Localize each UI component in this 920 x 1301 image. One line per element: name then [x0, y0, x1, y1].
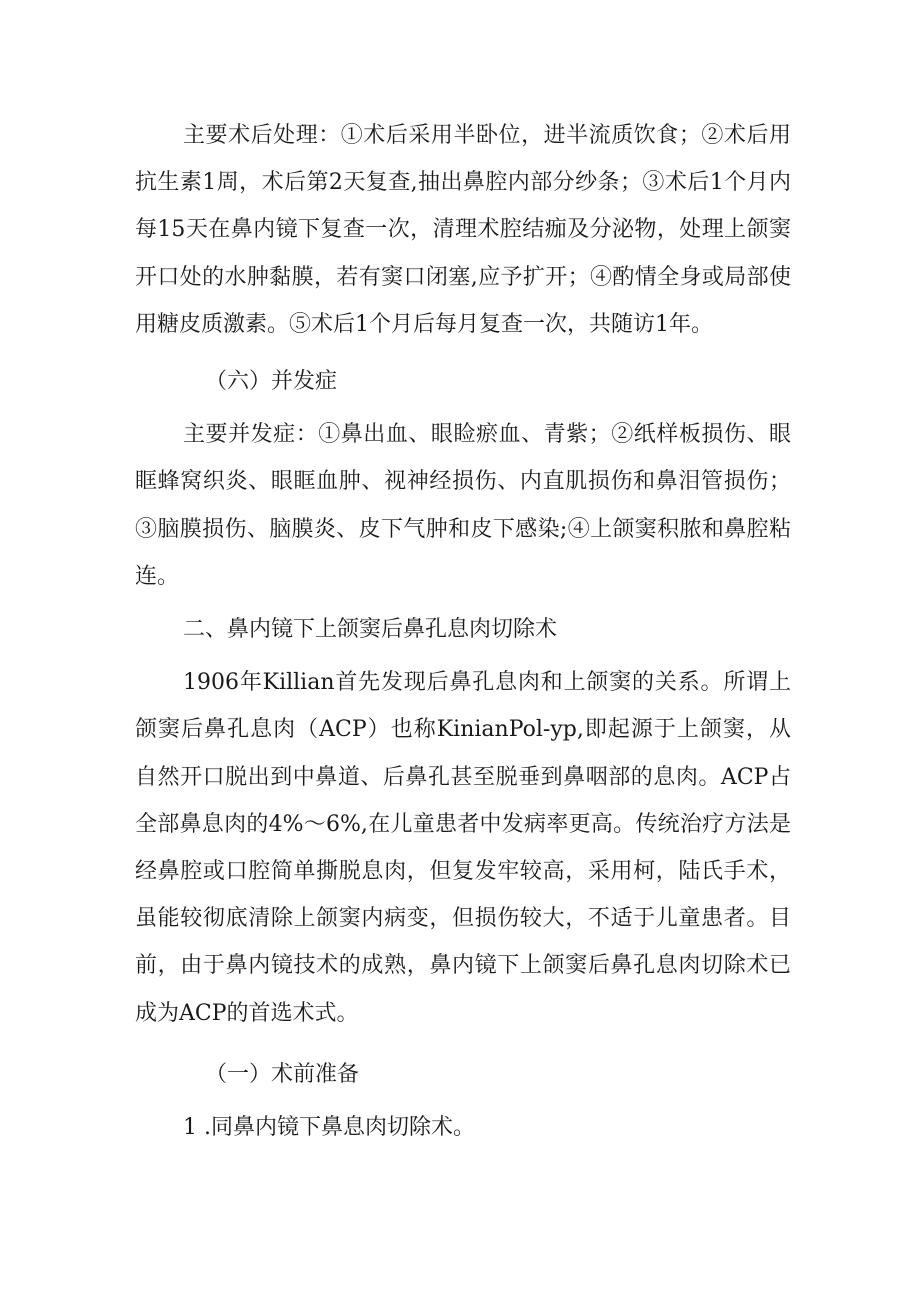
spacer: [135, 348, 791, 358]
complications-heading: （六）并发症: [205, 369, 338, 395]
acp-paragraph: 1906年Killian首先发现后鼻孔息肉和上颌窦的关系。所谓上颌窦后鼻孔息肉（ACP）也称KinianPol-yp,即起源于上颌窦，从自然开口脱出到中鼻道、后鼻孔甚至脱垂到鼻咽部的息肉。ACP占全部鼻息肉的4%～6%,在儿童患者中发病率更高。传统治疗方法是经鼻腔或口腔简单撕脱息肉，但复发牢较高，采用柯，陆氏手术，虽能较彻底清除上颌窦内病变，但损伤较大，不适于儿童患者。目前，由于鼻内镜技术的成熟，鼻内镜下上颌窦后鼻孔息肉切除术已成为ACP的首选术式。: [135, 670, 791, 1026]
complications-paragraph: 主要并发症：①鼻出血、眼睑瘀血、青紫；②纸样板损伤、眼眶蜂窝织炎、眼眶血肿、视神经损伤、内直肌损伤和鼻泪管损伤；③脑膜损伤、脑膜炎、皮下气肿和皮下感染;④上颌窦积脓和鼻腔粘连。: [135, 422, 791, 589]
postop-care-paragraph: 主要术后处理：①术后采用半卧位，进半流质饮食；②术后用抗生素1周，术后第2天复查,抽出鼻腔内部分纱条；③术后1个月内每15天在鼻内镜下复查一次，清理术腔结痂及分泌物，处理上颌窦开口处的水肿黏膜，若有窦口闭塞,应予扩开；④酌情全身或局部使用糖皮质激素。⑤术后1个月后每月复查一次，共随访1年。: [135, 123, 791, 337]
preop-heading: （一）术前准备: [205, 1061, 360, 1087]
section-two-heading: 二、鼻内镜下上颌窦后鼻孔息肉切除术: [183, 617, 558, 643]
document-page: [135, 112, 791, 1151]
preop-item-1: 1 .同鼻内镜下鼻息肉切除术。: [183, 1115, 475, 1141]
spacer: [135, 1037, 791, 1051]
